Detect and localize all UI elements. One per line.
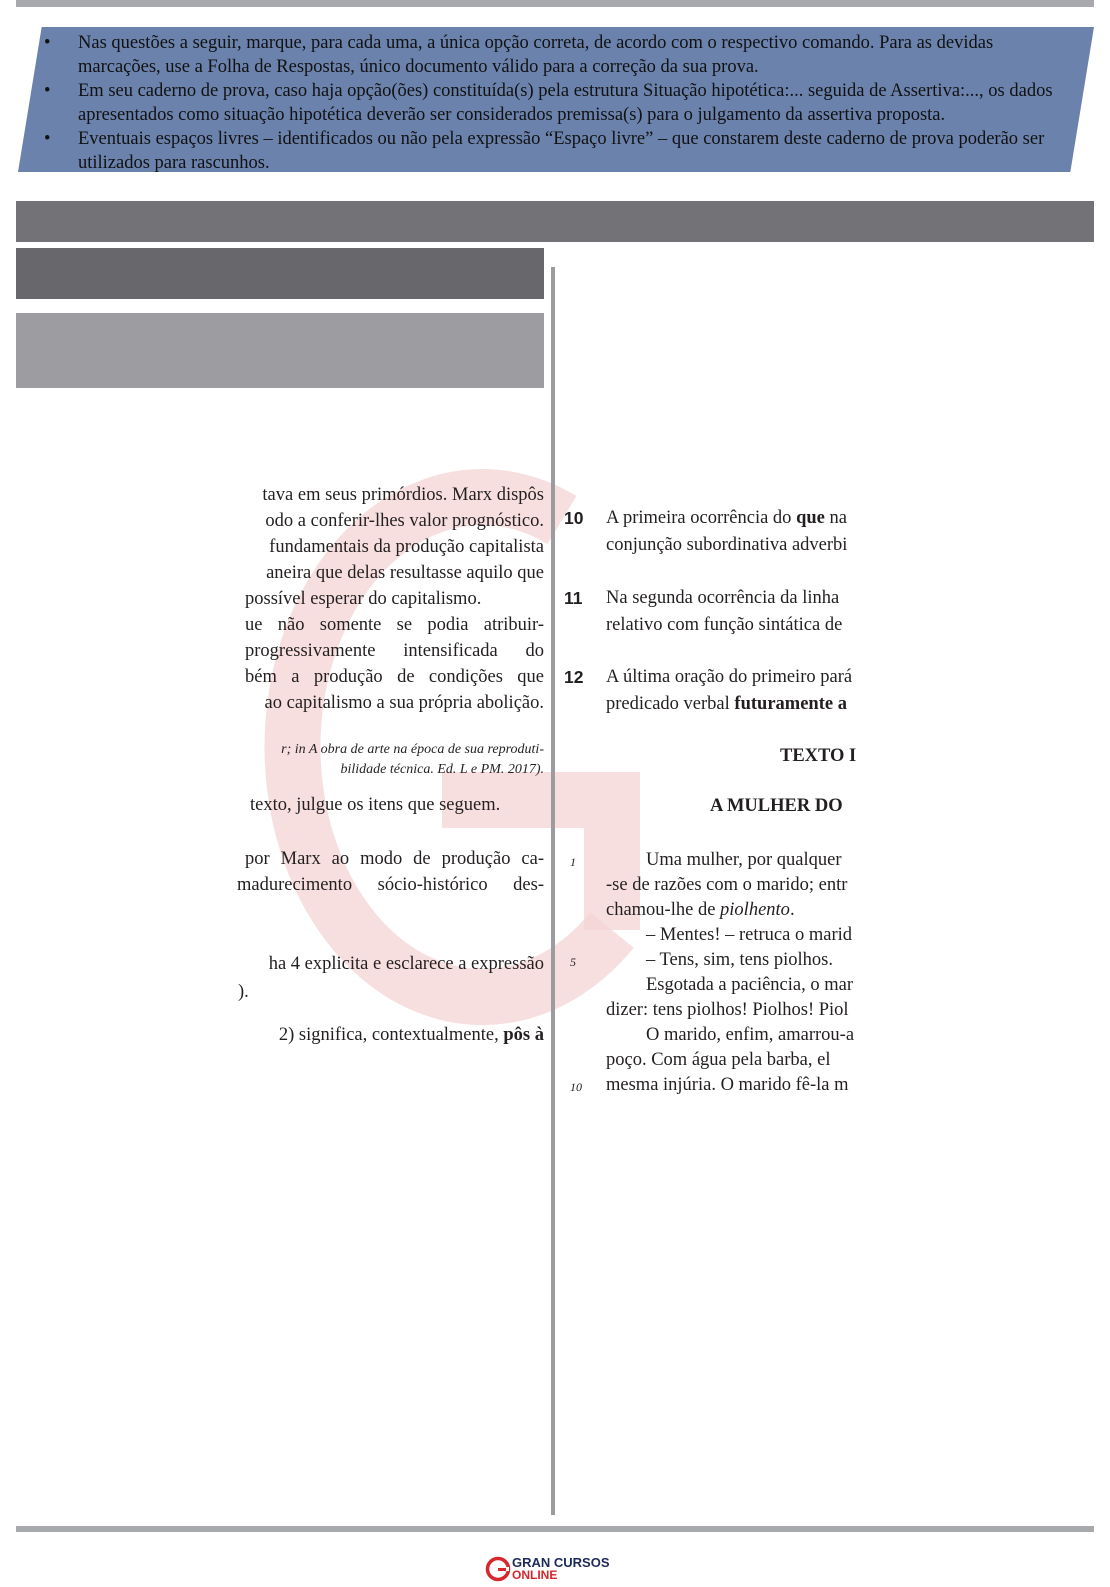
story-line xyxy=(564,848,874,873)
instruction-text: Eventuais espaços livres – identificados ou não pela expressão “Espaço livre” – que constarem deste caderno de prova poderão ser utilizados para rascunhos. xyxy=(78,129,1045,173)
question-line xyxy=(564,691,874,718)
item-c xyxy=(228,1025,544,1046)
bullet: • xyxy=(44,129,51,149)
bullet: • xyxy=(44,81,51,101)
story-line-text: poço. Com água pela barba, el xyxy=(606,1050,831,1070)
story-line xyxy=(564,1023,874,1048)
items-prompt: texto, julgue os itens que seguem. xyxy=(250,795,501,815)
item-text: 2) significa, contextualmente, xyxy=(278,1025,504,1045)
bullet: • xyxy=(44,33,51,53)
top-rule xyxy=(16,0,1094,7)
question-number: 12 xyxy=(564,667,584,687)
story-line xyxy=(564,998,874,1023)
logo-mark-icon xyxy=(485,1556,511,1582)
passage-line: bém a produção de condições que xyxy=(245,667,544,687)
passage-line: aneira que delas resultasse aquilo que xyxy=(266,563,544,583)
instructions-list xyxy=(40,31,1076,175)
question-line xyxy=(564,505,874,532)
passage-line: progressivamente intensificada do xyxy=(245,641,544,661)
question-text: predicado verbal xyxy=(606,694,735,714)
item-line: ). xyxy=(238,982,249,1002)
question-bold-text: que xyxy=(796,508,825,528)
item-line: por Marx ao modo de produção ca- xyxy=(245,849,544,869)
passage-excerpt xyxy=(228,482,544,716)
question-text: A primeira ocorrência do xyxy=(606,508,797,528)
line-number: 5 xyxy=(570,955,576,969)
story-line-text xyxy=(606,898,874,923)
passage-line: odo a conferir-lhes valor prognóstico. xyxy=(265,511,544,531)
passage-line: ue não somente se podia atribuir- xyxy=(245,615,544,635)
story-line-text: -se de razões com o marido; entr xyxy=(606,875,848,895)
bottom-rule xyxy=(16,1526,1094,1532)
instruction-text: Nas questões a seguir, marque, para cada uma, a única opção correta, de acordo com o respectivo comando. Para as devidas marcações, use a Folha de Respostas, único documento válido para a correção da sua prova. xyxy=(78,33,994,77)
story-line xyxy=(564,1073,874,1098)
story-line xyxy=(564,923,874,948)
story-line-text: dizer: tens piolhos! Piolhos! Piol xyxy=(606,1000,849,1020)
story-line-text: O marido, enfim, amarrou-a xyxy=(646,1025,855,1045)
question-10 xyxy=(564,505,874,559)
instruction-item xyxy=(40,31,1076,79)
instruction-item xyxy=(40,79,1076,127)
question-line: conjunção subordinativa adverbi xyxy=(606,535,848,555)
question-bold-text: futuramente a xyxy=(734,694,847,714)
story-text xyxy=(564,848,874,1098)
subject-subband xyxy=(16,313,544,388)
passage-line: fundamentais da produção capitalista xyxy=(269,537,544,557)
passage-line: possível esperar do capitalismo. xyxy=(245,589,482,609)
question-line: Na segunda ocorrência da linha xyxy=(606,588,840,608)
source-line: bilidade técnica. Ed. L e PM. 2017). xyxy=(340,762,544,777)
column-divider xyxy=(551,267,555,1515)
item-b xyxy=(228,950,544,1006)
question-line: A última oração do primeiro pará xyxy=(606,667,853,687)
story-title: A MULHER DO xyxy=(710,796,843,816)
passage-line: tava em seus primórdios. Marx dispôs xyxy=(262,485,544,505)
story-line-text: Esgotada a paciência, o mar xyxy=(646,975,853,995)
item-a xyxy=(228,846,544,898)
gran-cursos-logo xyxy=(485,1555,625,1583)
story-line xyxy=(564,973,874,998)
story-text-segment: . xyxy=(789,900,795,920)
story-line-text: Uma mulher, por qualquer xyxy=(646,850,842,870)
source-line: r; in A obra de arte na época de sua reproduti- xyxy=(281,742,544,757)
text-heading: TEXTO I xyxy=(780,746,857,766)
line-number: 1 xyxy=(570,855,576,869)
instruction-item xyxy=(40,127,1076,175)
question-number: 10 xyxy=(564,508,584,528)
question-line: relativo com função sintática de xyxy=(606,615,843,635)
logo-text-bottom: ONLINE xyxy=(512,1568,558,1582)
question-12 xyxy=(564,664,874,718)
story-line xyxy=(564,873,874,898)
question-11 xyxy=(564,585,874,639)
story-line-text: – Tens, sim, tens piolhos. xyxy=(646,950,833,970)
logo-text-top: GRAN CURSOS xyxy=(512,1555,610,1570)
instruction-text: Em seu caderno de prova, caso haja opção(ões) constituída(s) pela estrutura Situação hipotética:... seguida de Assertiva:..., os dados apresentados como situação hipotética deverão ser considerados premissa(s) para o julgamento da assertiva proposta. xyxy=(78,81,1053,125)
story-text-segment: chamou-lhe de xyxy=(606,900,721,920)
item-bold-text: pôs à xyxy=(503,1025,544,1045)
story-line xyxy=(564,948,874,973)
line-number: 10 xyxy=(570,1080,582,1094)
story-line-text: – Mentes! – retruca o marid xyxy=(646,925,852,945)
story-line xyxy=(564,898,874,923)
question-text: na xyxy=(824,508,847,528)
item-line: madurecimento sócio-histórico des- xyxy=(237,875,544,895)
story-line-text: mesma injúria. O marido fê-la m xyxy=(606,1075,849,1095)
question-number: 11 xyxy=(564,588,583,608)
passage-source xyxy=(228,740,544,780)
item-line: ha 4 explicita e esclarece a expressão xyxy=(268,954,544,974)
story-italic-word: piolhento xyxy=(720,900,790,920)
section-header-band xyxy=(16,201,1094,242)
story-line xyxy=(564,1048,874,1073)
passage-line: ao capitalismo a sua própria abolição. xyxy=(264,693,544,713)
subject-band xyxy=(16,248,544,299)
